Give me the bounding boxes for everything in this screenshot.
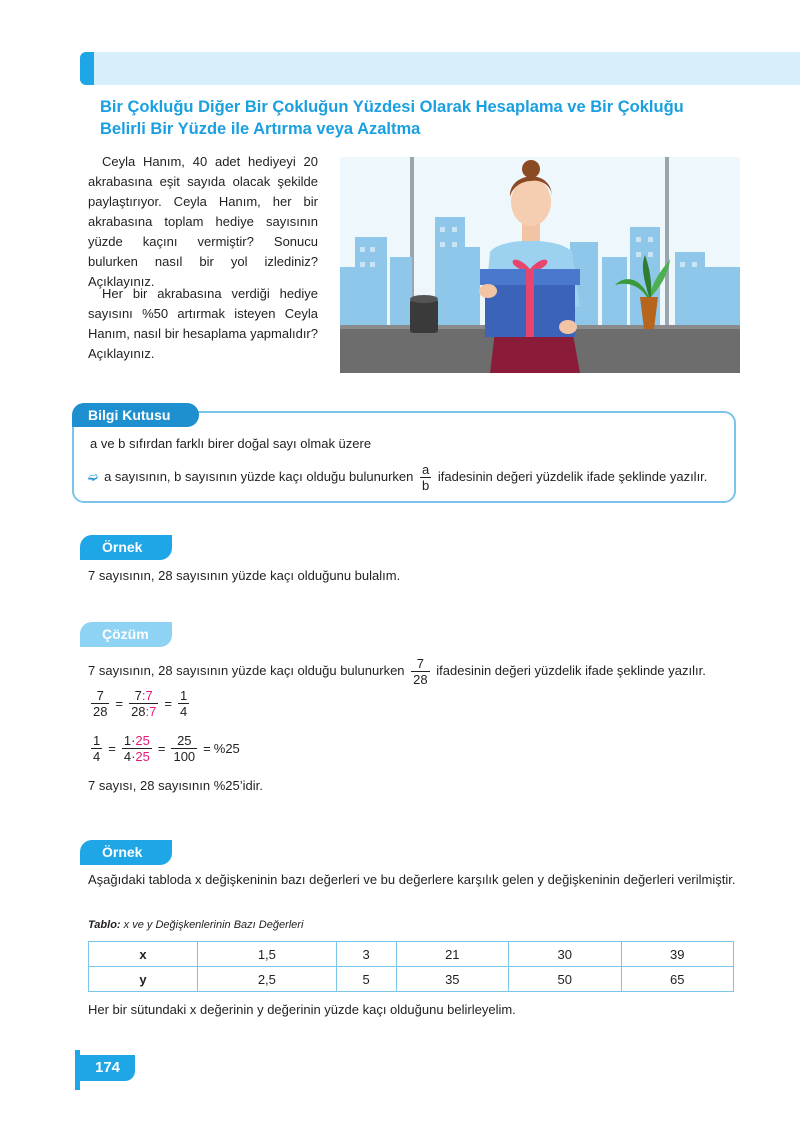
info-box-line-2 (88, 462, 707, 493)
eq1-b-num-left: 7 (134, 688, 142, 703)
solution-conclusion: 7 sayısı, 28 sayısının %25’idir. (88, 778, 263, 793)
example-1-text: 7 sayısının, 28 sayısının yüzde kaçı olduğunu bulalım. (88, 568, 401, 583)
table-cell: 21 (396, 942, 508, 967)
table-cell: 65 (621, 967, 734, 992)
eq2-a-den: 4 (93, 749, 101, 764)
eq1-c-den: 4 (179, 704, 188, 719)
fraction-7-over-28 (411, 656, 429, 687)
table-cell: 35 (396, 967, 508, 992)
fraction-denominator: 28 (413, 672, 428, 687)
eq1-a-den: 28 (93, 704, 108, 719)
row-header-x: x (89, 942, 198, 967)
eq1-b-den-left: 28 (131, 704, 146, 719)
example-badge-2: Örnek (80, 840, 172, 865)
solution-line1-after: ifadesinin değeri yüzdelik ifade şeklinde yazılır. (436, 662, 706, 678)
equation-1 (88, 688, 192, 719)
table-cell: 30 (509, 942, 621, 967)
eq2-fraction-a (91, 733, 102, 764)
info-line2-after: ifadesinin değeri yüzdelik ifade şeklinde yazılır. (437, 468, 708, 484)
solution-line1-before: 7 sayısının, 28 sayısının yüzde kaçı olduğu bulunurken (88, 662, 405, 678)
eq2-fraction-b (122, 733, 152, 764)
equals-sign: = (108, 741, 116, 756)
info-box-line-1: a ve b sıfırdan farklı birer doğal sayı olmak üzere (90, 436, 372, 451)
eq1-b-num (133, 688, 155, 703)
equals-sign: = (115, 696, 124, 711)
woman-with-gift-illustration (340, 157, 740, 373)
solution-line-1 (88, 656, 706, 687)
table-caption-label: Tablo: (88, 919, 121, 931)
equals-sign: = (203, 741, 211, 756)
row-header-y: y (89, 967, 198, 992)
intro-paragraph-1: Ceyla Hanım, 40 adet hediyeyi 20 akrabasına eşit sayıda olacak şekilde paylaştırıyor. Ceyla Hanım, her bir akrabasına toplam hediye sayısının yüzde kaçını vermiştir? Sonucu bulurken nasıl bir yol izlediniz? Açıklayınız. (88, 154, 318, 289)
table-cell: 5 (336, 967, 396, 992)
eq1-fraction-a (91, 688, 109, 719)
table-cell: 3 (336, 942, 396, 967)
eq2-c-den: 100 (173, 749, 196, 764)
eq1-c-num: 1 (179, 688, 188, 703)
table-cell: 1,5 (198, 942, 337, 967)
eq1-b-den (129, 703, 158, 719)
example-2-question: Her bir sütundaki x değerinin y değerinin yüzde kaçı olduğunu belirleyelim. (88, 1002, 516, 1017)
eq1-a-num: 7 (96, 688, 104, 703)
eq2-b-den-op: · (131, 749, 136, 764)
fraction-denominator: b (422, 478, 430, 493)
eq2-fraction-c (171, 733, 197, 764)
fraction-numerator: 7 (416, 656, 425, 671)
equals-sign: = (157, 741, 166, 756)
eq2-a-num: 1 (93, 733, 101, 748)
info-line2-before: a sayısının, b sayısının yüzde kaçı olduğu bulunurken (104, 468, 414, 484)
fraction-a-over-b (420, 462, 431, 493)
eq2-b-num-right: 25 (135, 733, 150, 748)
header-band-tab (80, 52, 94, 85)
eq1-b-num-right: 7 (145, 688, 153, 703)
eq2-b-den-left: 4 (123, 749, 132, 764)
eq1-b-den-right: 7 (149, 704, 157, 719)
eq1-b-den-op: : (145, 704, 150, 719)
eq2-c-num: 25 (177, 733, 192, 748)
equals-sign: = (164, 696, 172, 711)
example-badge-1: Örnek (80, 535, 172, 560)
eq2-b-den (122, 748, 152, 764)
eq2-b-den-right: 25 (135, 749, 150, 764)
example-2-text: Aşağıdaki tabloda x değişkeninin bazı değerleri ve bu değerlere karşılık gelen y değişkeninin değerleri verilmiştir. (88, 872, 736, 887)
eq1-fraction-b (129, 688, 158, 719)
solution-badge: Çözüm (80, 622, 172, 647)
table-row-x (89, 942, 734, 967)
eq1-b-num-op: : (141, 688, 146, 703)
intro-paragraph-2: Her bir akrabasına verdiği hediye sayısını %50 artırmak isteyen Ceyla Hanım, nasıl bir hesaplama yapmalıdır? Açıklayınız. (88, 286, 318, 361)
equation-2 (88, 733, 240, 764)
header-band (80, 52, 800, 85)
page-number: 174 (80, 1055, 135, 1081)
section-title: Bir Çokluğu Diğer Bir Çokluğun Yüzdesi Olarak Hesaplama ve Bir Çokluğu Belirli Bir Yüzde ile Artırma veya Azaltma (100, 98, 684, 138)
bullet-arrow-icon: ➫ (88, 469, 99, 484)
info-box-title: Bilgi Kutusu (72, 403, 199, 427)
table-caption-text: x ve y Değişkenlerinin Bazı Değerleri (123, 919, 304, 931)
table-cell: 39 (621, 942, 734, 967)
eq2-result: %25 (213, 741, 240, 756)
eq2-b-num (122, 733, 152, 748)
table-caption (88, 919, 303, 931)
fraction-numerator: a (422, 462, 430, 477)
eq1-fraction-c (178, 688, 189, 719)
table-row-y (89, 967, 734, 992)
eq2-b-num-left: 1 (123, 733, 132, 748)
eq2-b-num-op: · (131, 733, 136, 748)
table-cell: 2,5 (198, 967, 337, 992)
table-cell: 50 (509, 967, 621, 992)
xy-values-table (88, 941, 734, 992)
